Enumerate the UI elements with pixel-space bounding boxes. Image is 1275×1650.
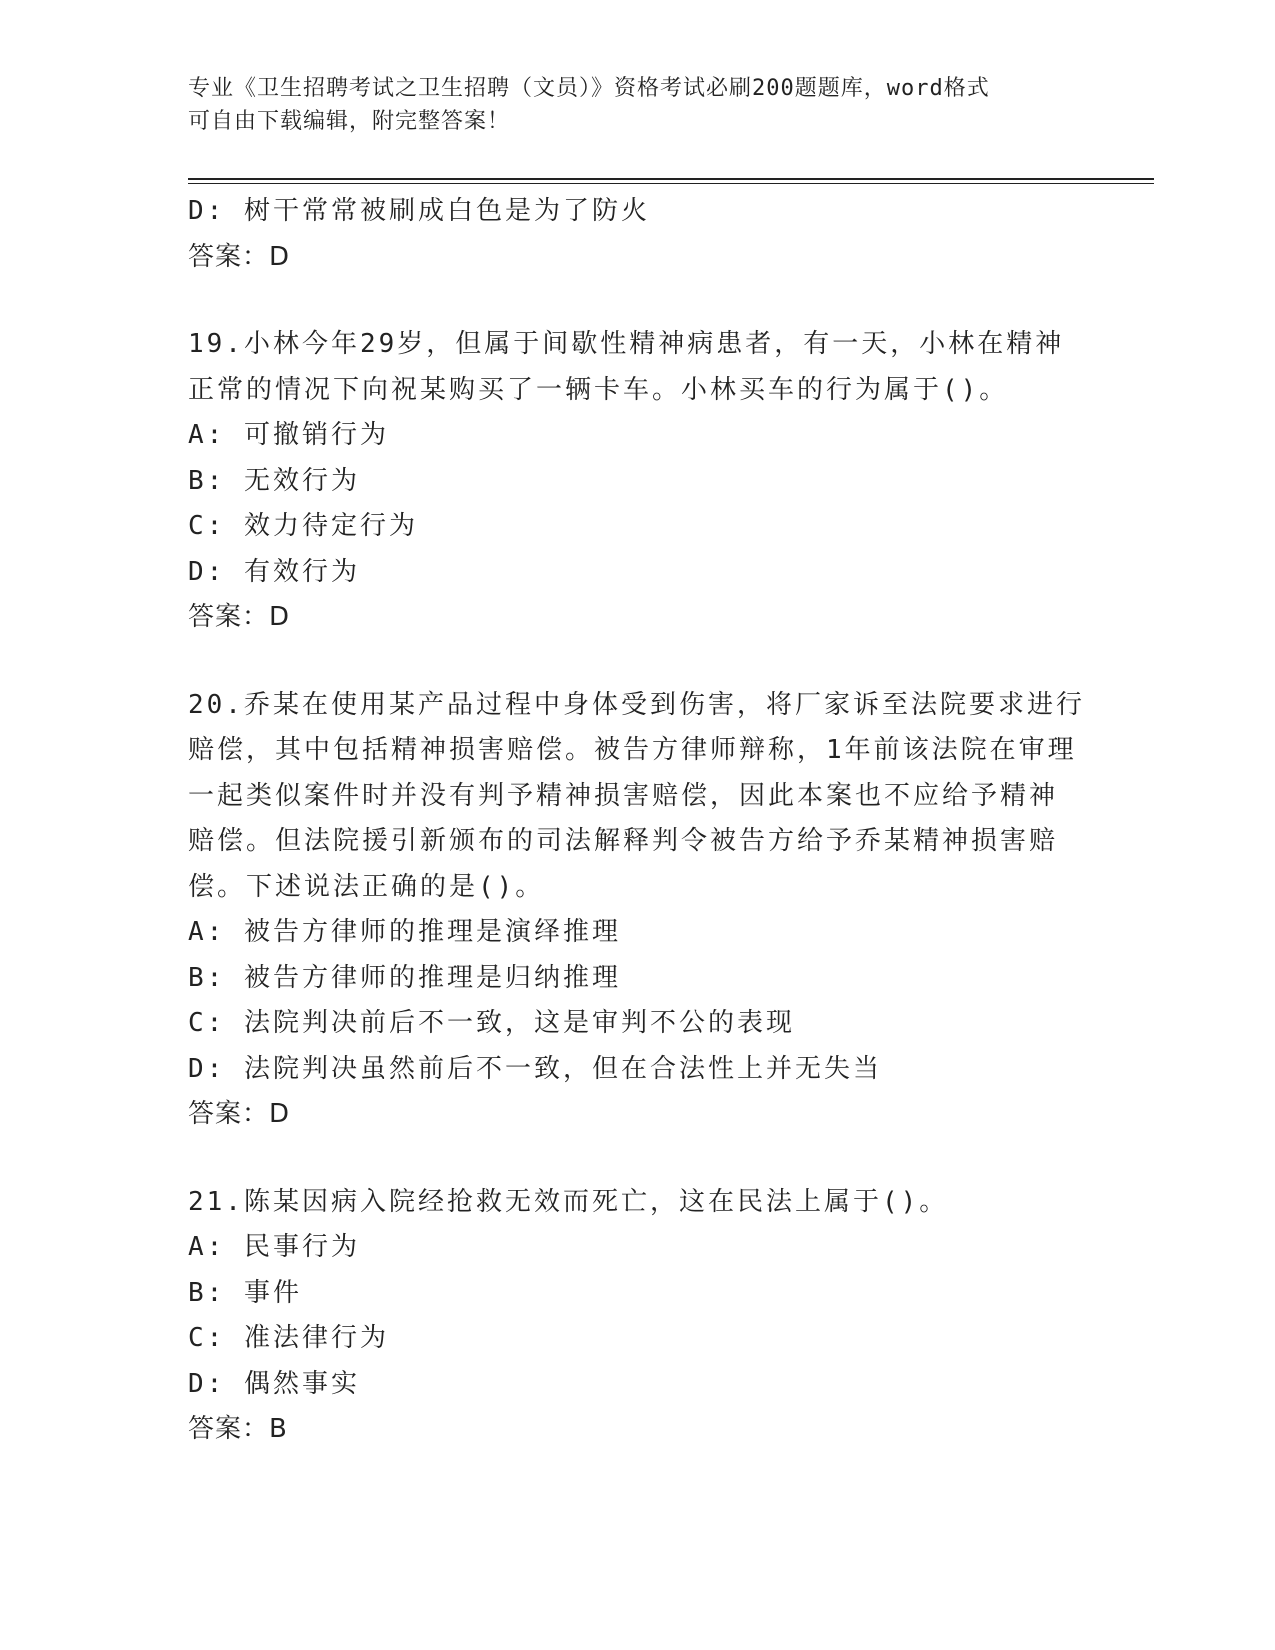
question-text-line: 19.小林今年29岁，但属于间歇性精神病患者，有一天，小林在精神	[188, 329, 1065, 359]
header-divider-thick	[188, 178, 1154, 180]
option-c: C: 准法律行为	[188, 1323, 389, 1353]
header-line-2: 可自由下载编辑，附完整答案！	[188, 109, 511, 134]
option-b: B: 事件	[188, 1277, 302, 1308]
question-19	[188, 322, 1088, 641]
option-a: A: 民事行为	[188, 1232, 360, 1262]
header-divider-thin	[188, 183, 1154, 184]
question-text-line: 正常的情况下向祝某购买了一辆卡车。小林买车的行为属于()。	[188, 374, 1009, 405]
header-line-1: 专业《卫生招聘考试之卫生招聘（文员）》资格考试必刷200题题库，word格式	[188, 76, 990, 101]
question-text-line: 偿。下述说法正确的是()。	[188, 871, 545, 902]
question-text-line: 赔偿。但法院援引新颁布的司法解释判令被告方给予乔某精神损害赔	[188, 826, 1059, 856]
question-text-line: 20.乔某在使用某产品过程中身体受到伤害，将厂家诉至法院要求进行	[188, 689, 1085, 720]
question-20	[188, 683, 1088, 1138]
option-c: C: 效力待定行为	[188, 511, 418, 541]
option-d: D: 法院判决虽然前后不一致，但在合法性上并无失当	[188, 1053, 882, 1084]
question-21	[188, 1180, 1088, 1453]
carryover-option-d: D: 树干常常被刷成白色是为了防火	[188, 196, 650, 226]
option-a: A: 可撤销行为	[188, 420, 389, 450]
question-text-line: 21.陈某因病入院经抢救无效而死亡，这在民法上属于()。	[188, 1186, 949, 1217]
question-text-line: 一起类似案件时并没有判予精神损害赔偿，因此本案也不应给予精神	[188, 780, 1059, 811]
document-body	[188, 189, 1088, 1453]
option-b: B: 被告方律师的推理是归纳推理	[188, 962, 621, 993]
option-d: D: 有效行为	[188, 556, 360, 587]
answer: 答案：D	[188, 602, 291, 632]
option-d: D: 偶然事实	[188, 1368, 360, 1399]
option-c: C: 法院判决前后不一致，这是审判不公的表现	[188, 1008, 795, 1038]
answer: 答案：B	[188, 1414, 288, 1444]
carryover-answer: 答案：D	[188, 241, 291, 272]
option-a: A: 被告方律师的推理是演绎推理	[188, 917, 621, 947]
document-header	[188, 72, 1068, 138]
question-text-line: 赔偿，其中包括精神损害赔偿。被告方律师辩称，1年前该法院在审理	[188, 735, 1077, 765]
answer: 答案：D	[188, 1099, 291, 1129]
option-b: B: 无效行为	[188, 465, 360, 496]
